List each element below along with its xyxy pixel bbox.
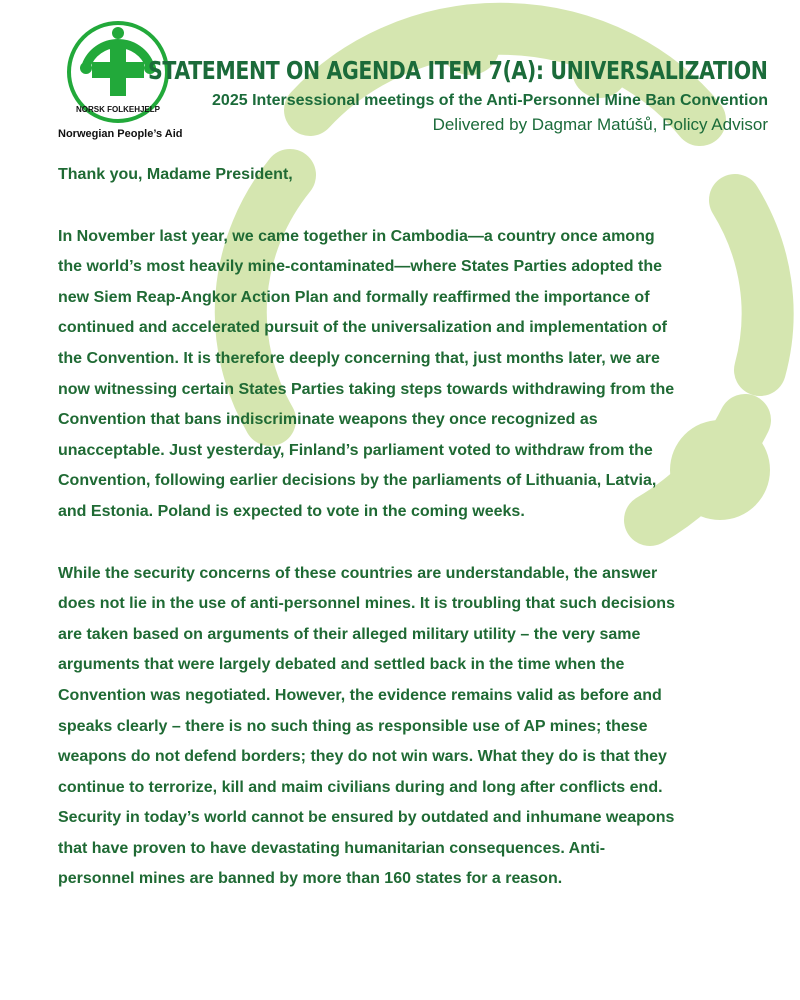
paragraph-line: that have proven to have devastating humanitarian consequences. Anti- bbox=[58, 839, 606, 857]
paragraph-line: Convention was negotiated. However, the evidence remains valid as before and bbox=[58, 686, 662, 704]
paragraph-line: weapons do not defend borders; they do not win wars. What they do is that they bbox=[58, 748, 667, 766]
paragraph-line: the world’s most heavily mine-contaminated—where States Parties adopted the bbox=[58, 258, 662, 276]
paragraph-line: Convention that bans indiscriminate weapons they once recognized as bbox=[58, 411, 598, 429]
paragraph-line: Security in today’s world cannot be ensured by outdated and inhumane weapons bbox=[58, 809, 675, 827]
paragraph-line: and Estonia. Poland is expected to vote in the coming weeks. bbox=[58, 502, 525, 520]
salutation: Thank you, Madame President, bbox=[58, 166, 293, 183]
paragraph-line: does not lie in the use of anti-personnel mines. It is troubling that such decisions bbox=[58, 595, 675, 613]
paragraph-line: unacceptable. Just yesterday, Finland’s parliament voted to withdraw from the bbox=[58, 441, 653, 459]
paragraph-line: Convention, following earlier decisions by the parliaments of Lithuania, Latvia, bbox=[58, 472, 657, 490]
paragraph-line: arguments that were largely debated and settled back in the time when the bbox=[58, 656, 625, 674]
delivered-by: Delivered by Dagmar Matúšů, Policy Advisor bbox=[432, 115, 768, 134]
paragraph-line: now witnessing certain States Parties taking steps towards withdrawing from the bbox=[58, 380, 675, 398]
paragraph-line: continue to terrorize, kill and maim civilians during and long after conflicts end. bbox=[58, 778, 663, 796]
paragraph-line: new Siem Reap-Angkor Action Plan and formally reaffirmed the importance of bbox=[58, 288, 650, 306]
paragraph-line: continued and accelerated pursuit of the universalization and implementation of bbox=[58, 319, 667, 337]
paragraph-line: While the security concerns of these countries are understandable, the answer bbox=[58, 564, 658, 582]
page-title: STATEMENT ON AGENDA ITEM 7(A): UNIVERSALIZATION bbox=[148, 56, 768, 85]
paragraph-line: In November last year, we came together in Cambodia—a country once among bbox=[58, 227, 655, 245]
paragraph-line: speaks clearly – there is no such thing as responsible use of AP mines; these bbox=[58, 717, 648, 735]
subtitle: 2025 Intersessional meetings of the Anti-Personnel Mine Ban Convention bbox=[212, 92, 768, 109]
paragraph-line: the Convention. It is therefore deeply concerning that, just months later, we are bbox=[58, 349, 660, 367]
paragraph-line: are taken based on arguments of their alleged military utility – the very same bbox=[58, 625, 641, 643]
paragraph-1 bbox=[58, 222, 778, 528]
paragraph-2 bbox=[58, 559, 778, 896]
paragraph-line: personnel mines are banned by more than 160 states for a reason. bbox=[58, 870, 563, 888]
organization-name: Norwegian People’s Aid bbox=[58, 128, 183, 140]
svg-text:NORSK FOLKEHJELP: NORSK FOLKEHJELP bbox=[75, 105, 161, 114]
statement-body bbox=[58, 160, 778, 895]
